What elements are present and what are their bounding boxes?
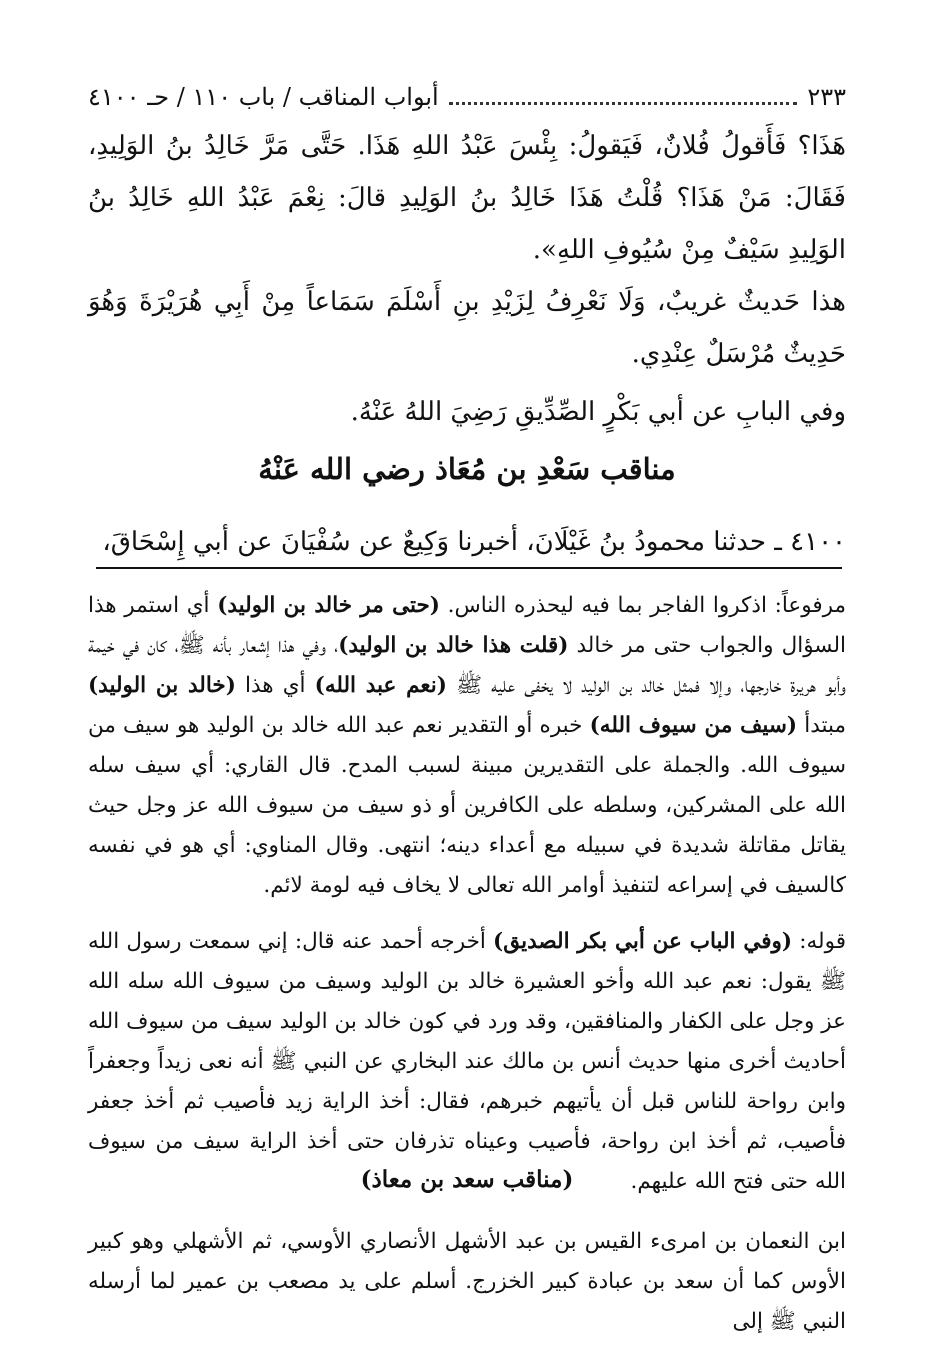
dot-leader — [449, 102, 798, 105]
matn-paragraph-1: هَذَا؟ فَأَقولُ فُلانٌ، فَيَقولُ: بِئْسَ عَبْدُ اللهِ هَذَا. حَتَّى مَرَّ خَالِدُ بنُ الوَلِيدِ، فَقَالَ: مَنْ هَذَا؟ قُلْتُ هَذَا خَالِدُ بنُ الوَلِيدِ قالَ: نِعْمَ عَبْدُ اللهِ خَالِدُ بنُ الوَلِيدِ سَيْفٌ مِنْ سُيُوفِ اللهِ». — [88, 131, 846, 265]
running-header — [88, 80, 846, 114]
commentary-paragraph-1: مرفوعاً: اذكروا الفاجر بما فيه ليحذره الناس. (حتى مر خالد بن الوليد) أي استمر هذا السؤال والجواب حتى مر خالد (قلت هذا خالد بن الوليد)، وفي هذا إشعار بأنه ﷺ، كان في خيمة وأبو هريرة خارجها، وإلا فمثل خالد بن الوليد لا يخفى عليه ﷺ (نعم عبد الله) أي هذا (خالد بن الوليد) مبتدأ (سيف من سيوف الله) خبره أو التقدير نعم عبد الله خالد بن الوليد هو سيف من سيوف الله. والجملة على التقديرين مبينة لسبب المدح. قال القاري: أي سيف سله الله على المشركين، وسلطه على الكافرين أو ذو سيف من سيوف الله عز وجل حيث يقاتل مقاتلة شديدة في سبيله مع أعداء دينه؛ انتهى. وقال المناوي: أي هو في نفسه كالسيف في إسراعه لتنفيذ أوامر الله تعالى لا يخاف فيه لومة لائم. — [88, 593, 846, 898]
hadith-opening: ٤١٠٠ ـ حدثنا محمودُ بنُ غَيْلَانَ، أخبرنا وَكِيعٌ عن سُفْيَانَ عن أبي إِسْحَاقَ، — [102, 527, 846, 557]
commentary-subtitle: (مناقب سعد بن معاذ) — [360, 1166, 574, 1193]
matn-paragraph-3: وفي البابِ عن أبي بَكْرٍ الصِّدِّيقِ رَضِيَ اللهُ عَنْهُ. — [350, 397, 846, 427]
page-number: ٢٣٣ — [807, 83, 846, 111]
header-title: أبواب المناقب / باب ١١٠ / حـ ٤١٠٠ — [88, 83, 439, 111]
commentary-paragraph-2: قوله: (وفي الباب عن أبي بكر الصديق) أخرجه أحمد عنه قال: إني سمعت رسول الله ﷺ يقول: نعم عبد الله وأخو العشيرة خالد بن الوليد وسيف من سيوف الله سله الله عز وجل على الكفار والمنافقين، وقد ورد في كون خالد بن الوليد سيف من سيوف الله أحاديث أخرى منها حديث أنس بن مالك عند البخاري عن النبي ﷺ أنه نعى زيداً وجعفراً وابن رواحة للناس قبل أن يأتيهم خبرهم، فقال: أخذ الراية زيد فأصيب ثم أخذ جعفر فأصيب، ثم أخذ ابن رواحة، فأصيب وعيناه تذرفان حتى أخذ الراية سيف من سيوف الله حتى فتح الله عليهم. — [88, 929, 846, 1194]
matn-paragraph-2: هذا حَديثٌ غريبٌ، وَلَا نَعْرِفُ لِزَيْدِ بنِ أَسْلَمَ سَمَاعاً مِنْ أَبِي هُرَيْرَةَ وَهُوَ حَدِيثٌ مُرْسَلٌ عِنْدِي. — [88, 287, 846, 369]
section-title: مناقب سَعْدِ بن مُعَاذ رضي الله عَنْهُ — [258, 452, 676, 486]
commentary-paragraph-3: ابن النعمان بن امرىء القيس بن عبد الأشهل الأنصاري الأوسي، ثم الأشهلي وهو كبير الأوس كما أن سعد بن عبادة كبير الخزرج. أسلم على يد مصعب بن عمير لما أرسله النبي ﷺ إلى — [88, 1229, 846, 1334]
footnote-separator — [96, 567, 842, 569]
